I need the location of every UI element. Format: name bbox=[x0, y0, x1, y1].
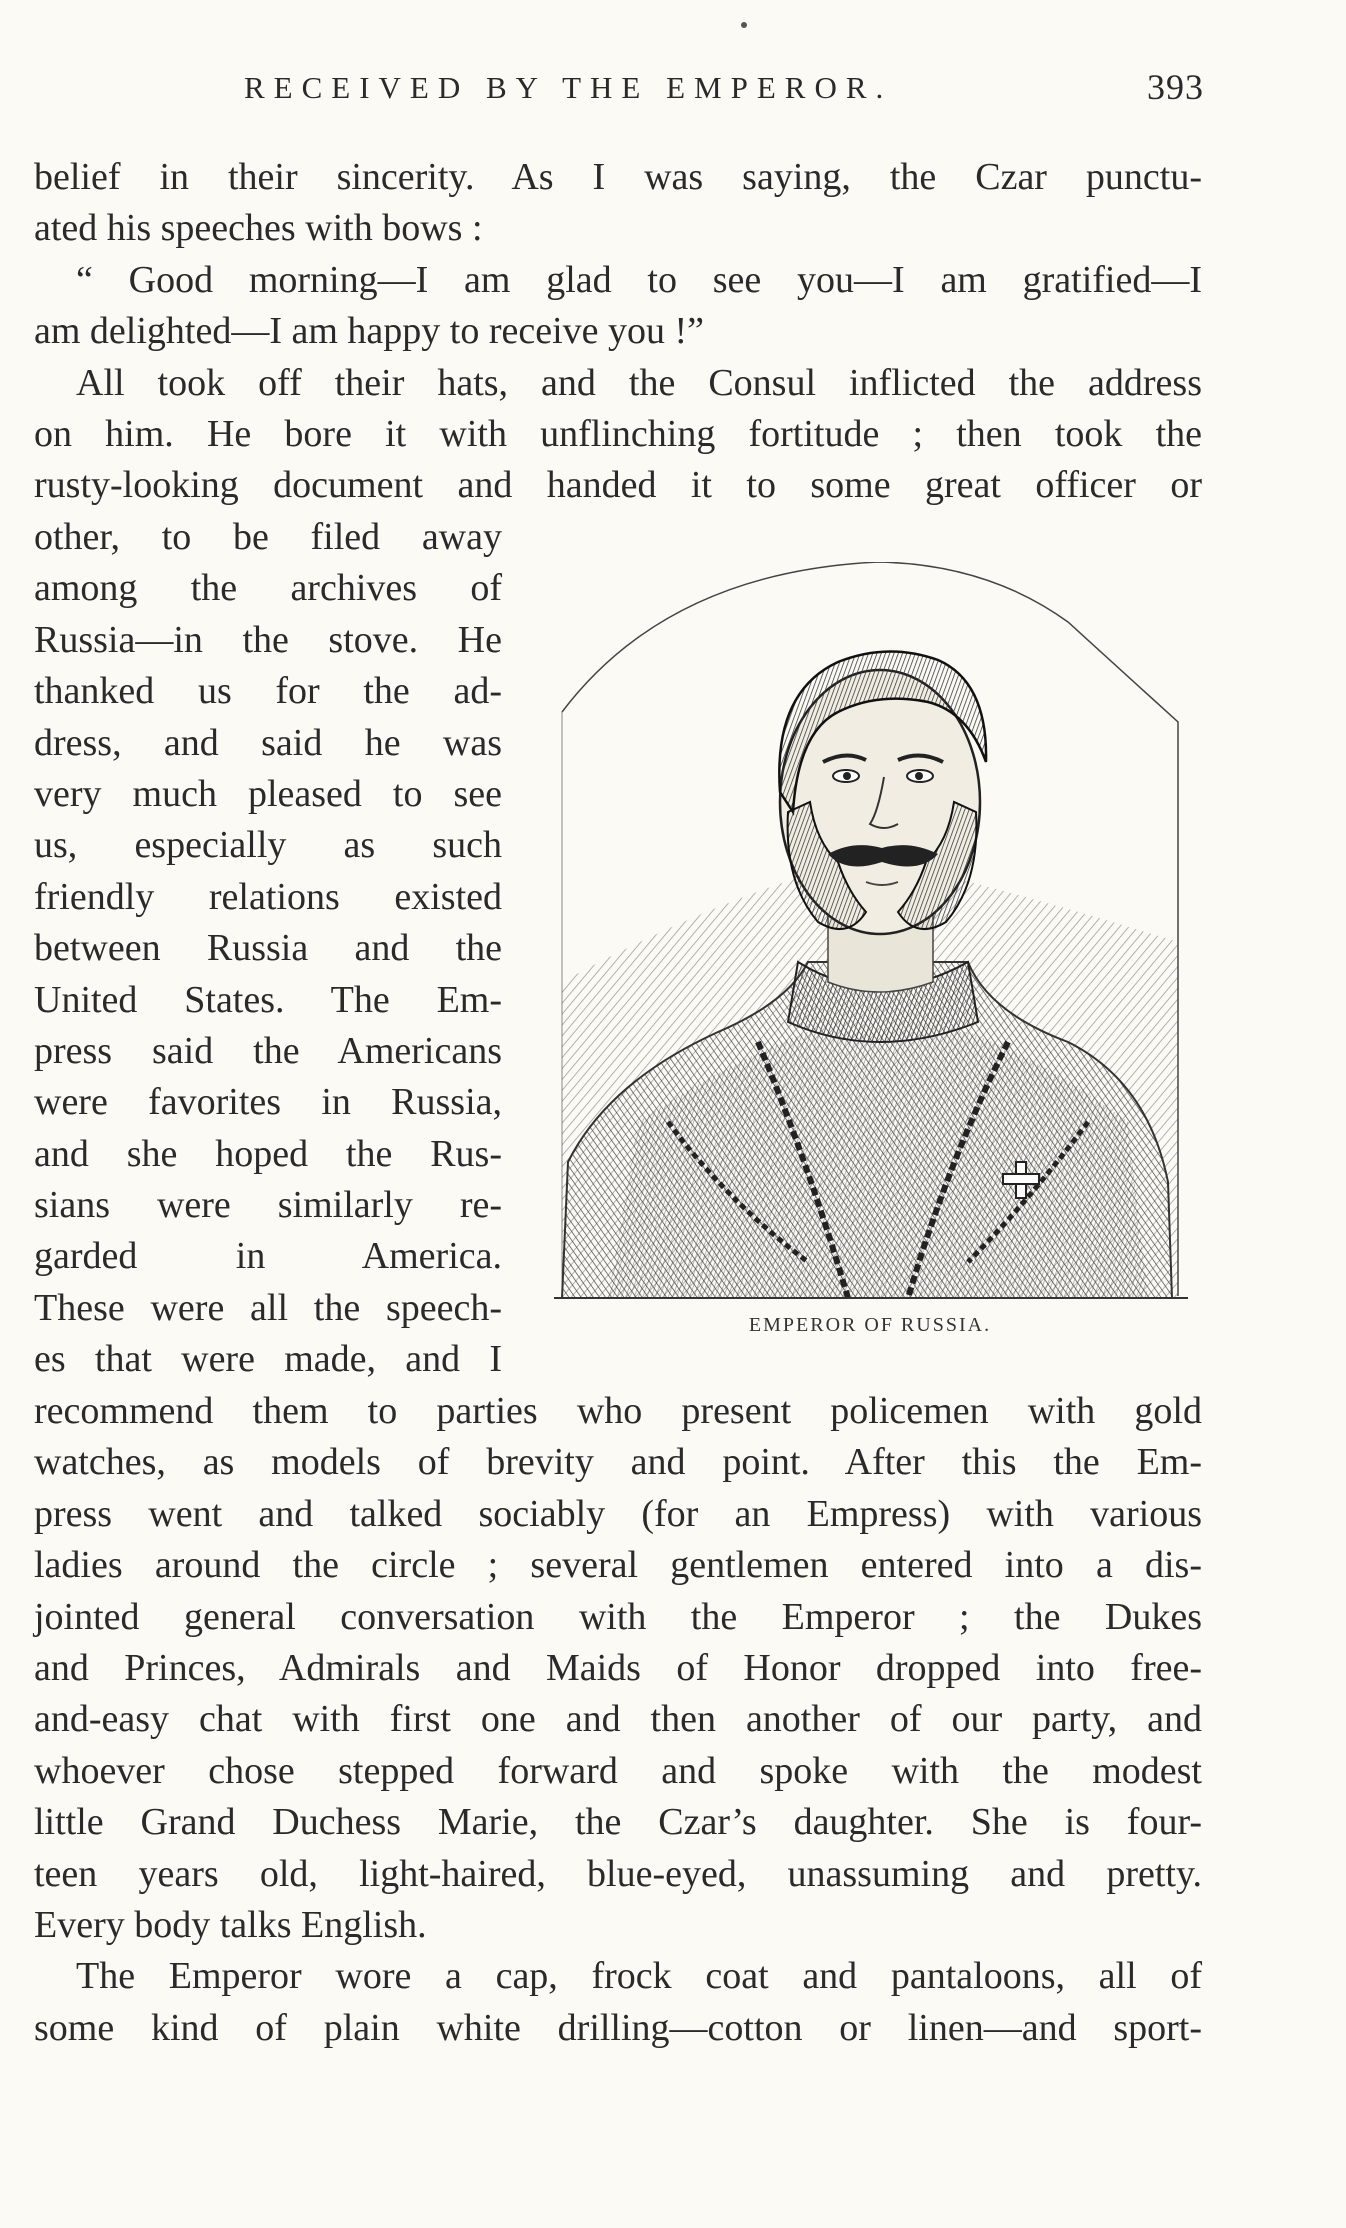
text-line: Russia—in the stove. He bbox=[34, 618, 502, 661]
body-text-wrap bbox=[34, 512, 502, 1386]
text-line: sians were similarly re- bbox=[34, 1184, 502, 1227]
text-line: The Emperor wore a cap, frock coat and pantaloons, all of bbox=[76, 1955, 1202, 1998]
text-line: These were all the speech- bbox=[34, 1286, 502, 1329]
text-line: es that were made, and I bbox=[34, 1338, 502, 1381]
text-line: press said the Americans bbox=[34, 1029, 502, 1072]
text-line: watches, as models of brevity and point. After this the Em- bbox=[34, 1441, 1202, 1484]
text-line: garded in America. bbox=[34, 1235, 502, 1278]
text-line: rusty-looking document and handed it to some great officer or bbox=[34, 464, 1202, 507]
text-line: among the archives of bbox=[34, 567, 502, 610]
text-line: on him. He bore it with unflinching fortitude ; then took the bbox=[34, 412, 1202, 455]
text-line: Every body talks English. bbox=[34, 1903, 427, 1946]
text-line: and-easy chat with first one and then another of our party, and bbox=[34, 1698, 1202, 1741]
text-line: thanked us for the ad- bbox=[34, 670, 502, 713]
text-line: press went and talked sociably (for an Empress) with various bbox=[34, 1492, 1202, 1535]
running-header bbox=[244, 64, 1204, 114]
page-number: 393 bbox=[1147, 67, 1204, 107]
text-line: very much pleased to see bbox=[34, 772, 502, 815]
text-line: ladies around the circle ; several gentlemen entered into a dis- bbox=[34, 1544, 1202, 1587]
text-line: “ Good morning—I am glad to see you—I am gratified—I bbox=[76, 258, 1202, 301]
text-line: recommend them to parties who present policemen with gold bbox=[34, 1390, 1202, 1432]
text-line: belief in their sincerity. As I was saying, the Czar punctu- bbox=[34, 156, 1202, 198]
text-line: little Grand Duchess Marie, the Czar’s daughter. She is four- bbox=[34, 1801, 1202, 1844]
text-line: between Russia and the bbox=[34, 927, 502, 970]
text-line: friendly relations existed bbox=[34, 875, 502, 918]
text-line: other, to be filed away bbox=[34, 516, 502, 558]
body-text-top bbox=[34, 152, 1202, 512]
text-line: us, especially as such bbox=[34, 824, 502, 867]
body-text-bottom bbox=[34, 1386, 1202, 2054]
ink-dot bbox=[741, 22, 747, 28]
text-line: jointed general conversation with the Emperor ; the Dukes bbox=[34, 1595, 1202, 1638]
text-line: ated his speeches with bows : bbox=[34, 207, 483, 250]
text-line: whoever chose stepped forward and spoke with the modest bbox=[34, 1749, 1202, 1792]
portrait-engraving-icon bbox=[548, 562, 1192, 1304]
text-line: were favorites in Russia, bbox=[34, 1081, 502, 1124]
text-line: and she hoped the Rus- bbox=[34, 1132, 502, 1175]
running-title: RECEIVED BY THE EMPEROR. bbox=[244, 70, 893, 105]
text-line: United States. The Em- bbox=[34, 978, 502, 1021]
text-line: am delighted—I am happy to receive you !” bbox=[34, 310, 705, 353]
text-line: and Princes, Admirals and Maids of Honor dropped into free- bbox=[34, 1646, 1202, 1689]
text-line: All took off their hats, and the Consul inflicted the address bbox=[76, 361, 1202, 404]
text-line: teen years old, light-haired, blue-eyed, unassuming and pretty. bbox=[34, 1852, 1202, 1895]
text-line: some kind of plain white drilling—cotton or linen—and sport- bbox=[34, 2006, 1202, 2049]
portrait-figure bbox=[548, 562, 1192, 1336]
text-line: dress, and said he was bbox=[34, 721, 502, 764]
figure-caption: EMPEROR OF RUSSIA. bbox=[748, 1314, 992, 1336]
